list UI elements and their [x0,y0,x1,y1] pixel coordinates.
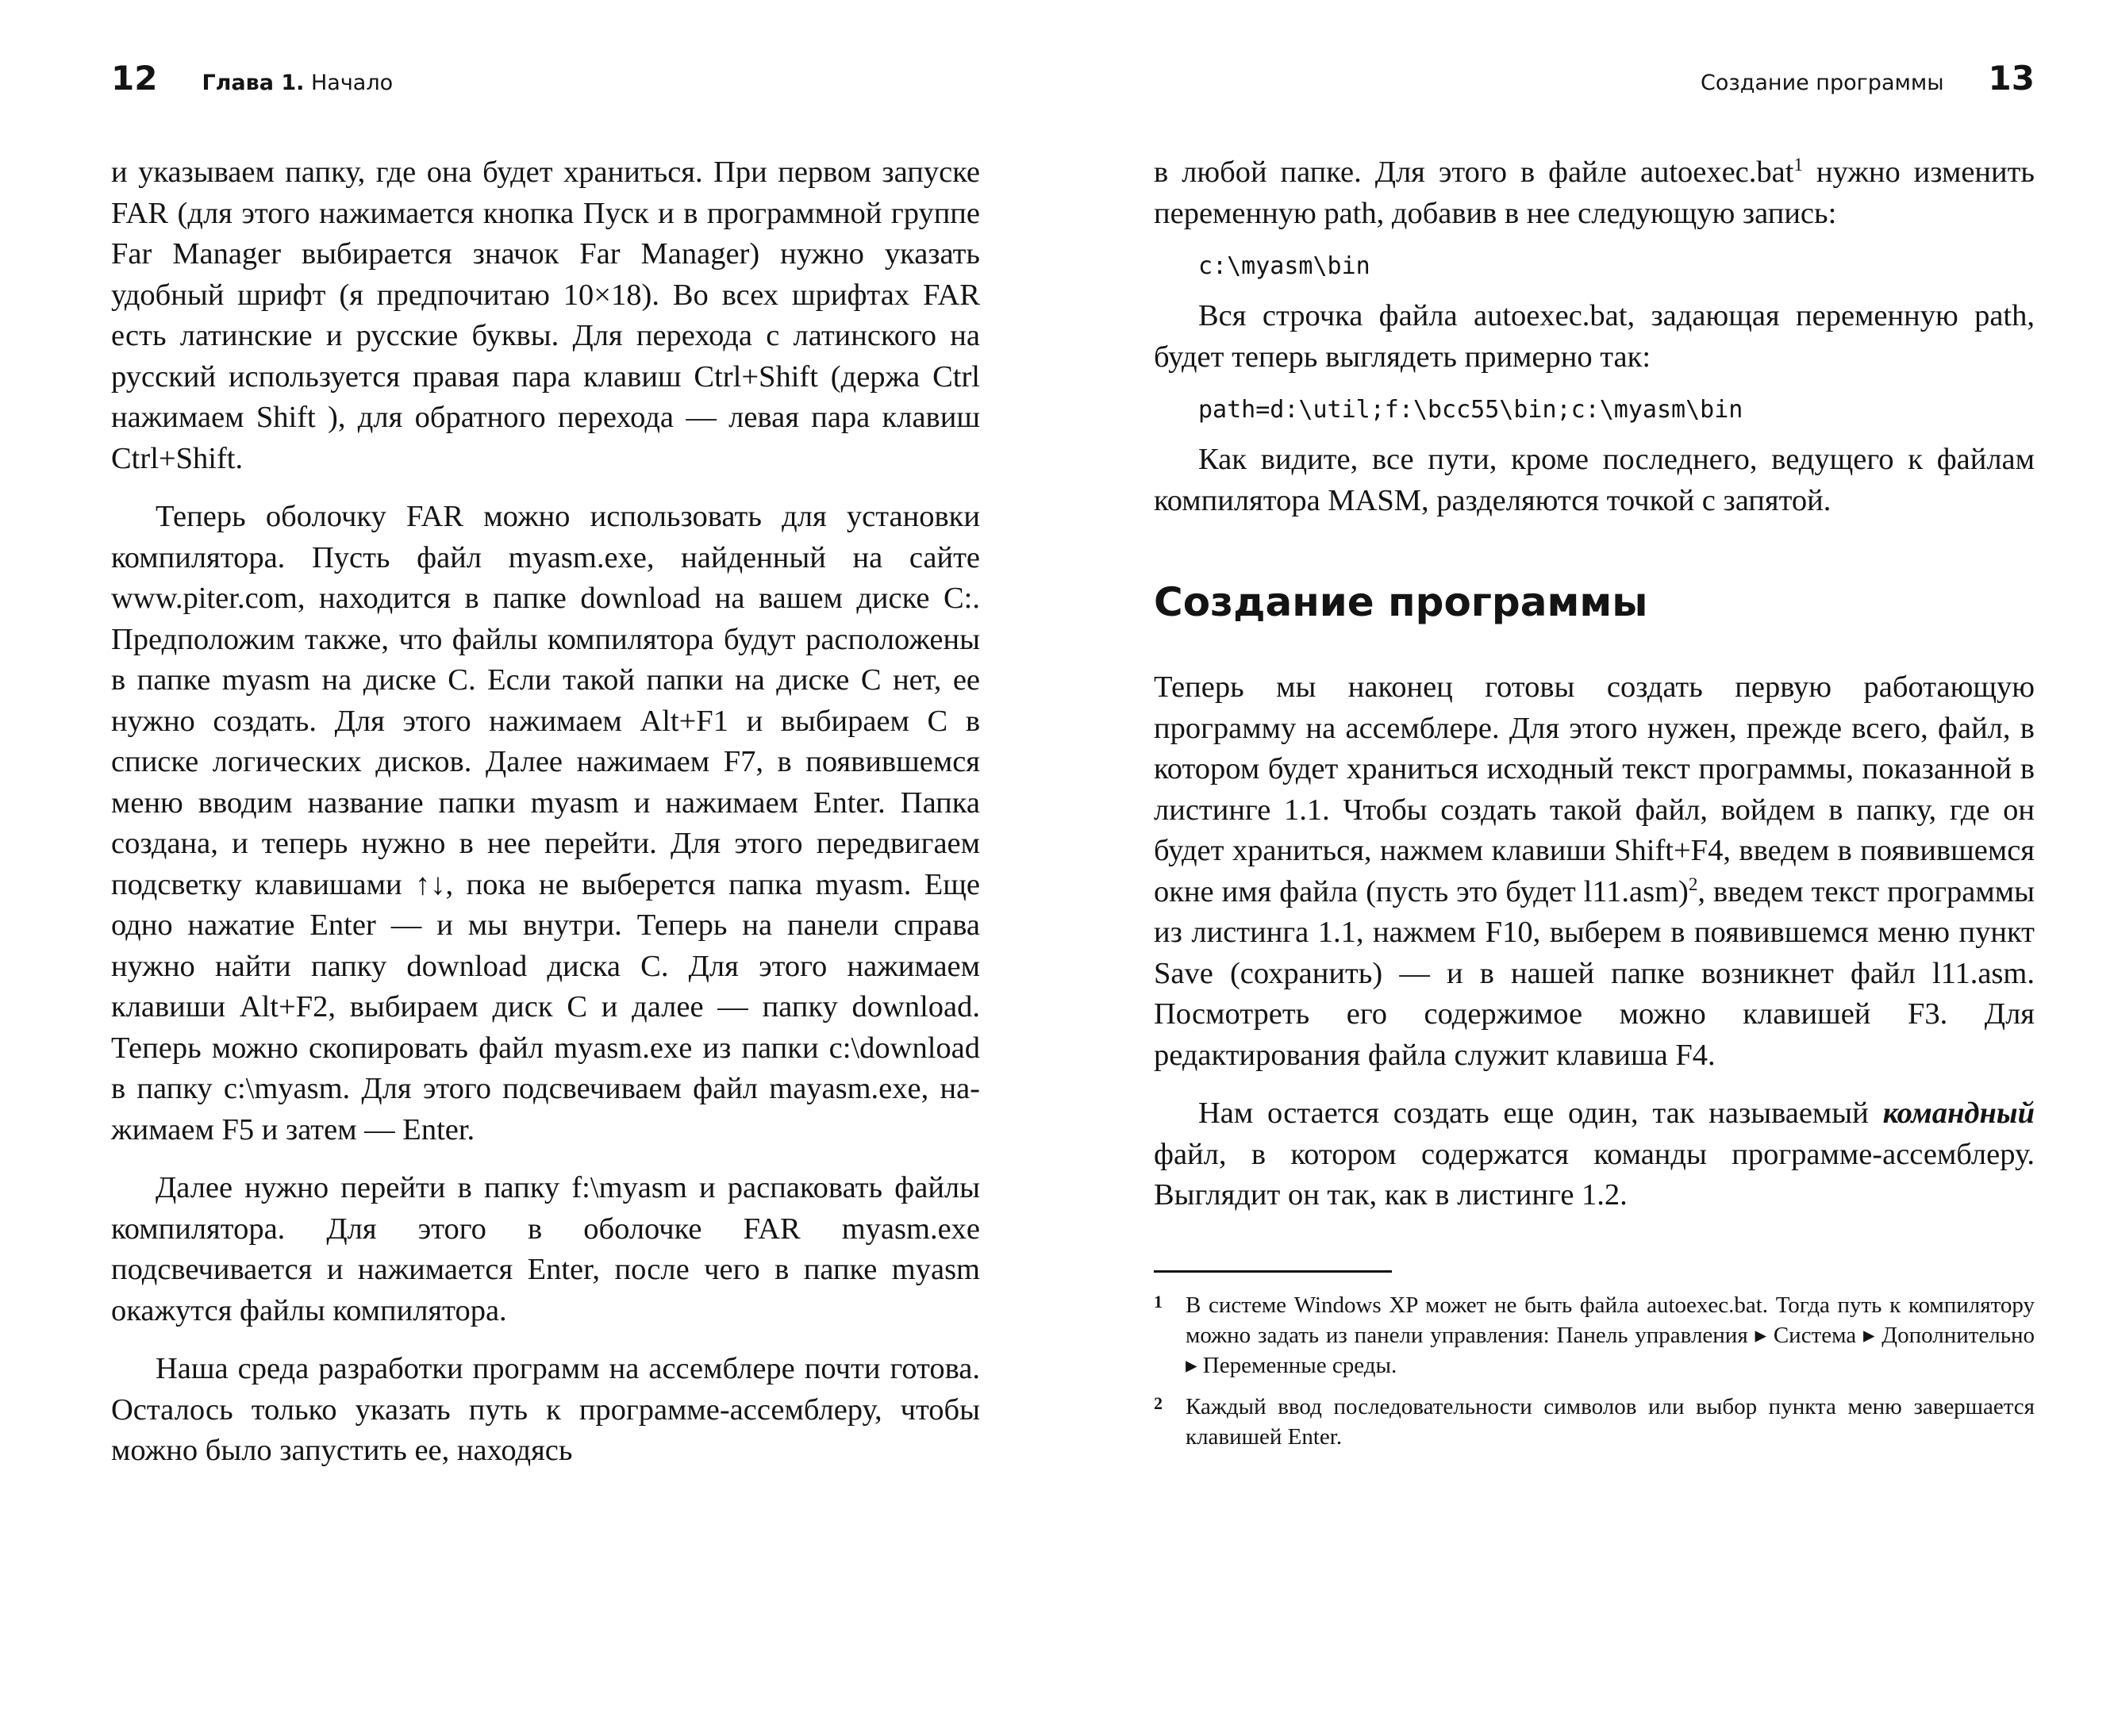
chapter-label: Глава 1. [202,71,305,95]
right-page-number: 13 [1988,59,2035,98]
footnote-mark: 2 [1154,1392,1163,1413]
left-running-head [111,59,393,98]
right-text-column [1154,152,2035,1463]
running-title: Создание программы [1700,71,1944,95]
paragraph: Теперь оболочку FAR можно использовать для установки компилятора. Пусть файл myasm.exe, найденный на сайте www.piter.com, находится в папке download на вашем диске C:. Предположим также, что файлы компилятора будут расположены в папке myasm на диске C. Если такой папки на диске C нет, ее нужно создать. Для этого нажимаем Alt+F1 и выбираем C в списке логических дисков. Далее нажимаем F7, в появившемся меню вводим название папки myasm и нажимаем Enter. Папка создана, и теперь нужно в нее перейти. Для этого передвигаем подсветку клавишами ↑↓, пока не выберется папка myasm. Еще одно нажатие Enter — и мы внутри. Теперь на панели справа нужно найти папку download диска C. Для этого нажимаем клавиши Alt+F2, выбираем диск C и далее — папку download. Теперь можно скопировать файл myasm.exe из папки c:\download в папку c:\myasm. Для этого подсвечиваем файл mayasm.exe, нажимаем F5 и затем — Enter. [111,500,980,1146]
paragraph-text: в любой папке. Для этого в файле autoexec.bat [1154,156,1794,189]
paragraph-text: нужно изменить переменную path, добавив в нее следующую запись: [1154,156,2035,230]
footnote [1154,1392,2035,1452]
footnote-mark: 1 [1154,1291,1163,1312]
footnote-ref: 1 [1793,154,1803,175]
paragraph: Как видите, все пути, кроме последнего, ведущего к файлам компилятора MASM, разделяются точкой с запятой. [1154,443,2035,517]
right-running-head [1701,59,2035,98]
paragraph-text: , введем текст программы из листинга 1.1, нажмем F10, выберем в появившемся меню пункт Save (сохранить) — и в нашей папке возникнет файл l11.asm. Посмотреть его содержимое можно клавишей F3. Для редактирования файла служит клавиша F4. [1154,874,2035,1072]
paragraph [1154,667,2035,1076]
left-page-number: 12 [111,59,158,98]
paragraph: Наша среда разработки программ на ассемблере почти готова. Осталось только указать путь к программе-ассемблеру, чтобы можно было запустить ее, находясь [111,1352,980,1467]
paragraph: Далее нужно перейти в папку f:\myasm и распаковать файлы компилятора. Для этого в оболочке FAR myasm.exe подсвечивается и нажимается Enter, после чего в папке myasm окажутся файлы компилятора. [111,1171,980,1327]
chapter-title: Начало [311,71,394,95]
chapter-heading [202,71,393,95]
emphasized-term: командный [1882,1097,2035,1130]
footnote-ref: 2 [1688,873,1698,894]
footnote-text: В системе Windows XP может не быть файла autoexec.bat. Тогда путь к компилятору можно задать из панели управления: Панель управления ▸ Система ▸ Дополнительно ▸ Переменные среды. [1186,1292,2035,1378]
left-text-column [111,152,980,1489]
paragraph-text: Теперь мы наконец готовы создать первую работающую программу на ассемблере. Для этого нужен, прежде всего, файл, в котором будет храниться исходный текст программы, показанной в листинге 1.1. Чтобы создать такой файл, войдем в папку, где он будет храниться, нажмем клавиши Shift+F4, введем в появившемся окне имя файла (пусть это будет l11.asm) [1154,670,2035,908]
paragraph: Вся строчка файла autoexec.bat, задающая переменную path, будет теперь выглядеть примерно так: [1154,299,2035,374]
footnote-text: Каждый ввод последовательности символов или выбор пункта меню завершается клавишей Enter. [1186,1393,2035,1450]
code-line: c:\myasm\bin [1198,252,1370,280]
right-page [1057,0,2114,1736]
paragraph [1154,1093,2035,1216]
footnote-divider [1154,1270,1392,1273]
paragraph [1154,152,2035,234]
code-line: path=d:\util;f:\bcc55\bin;c:\myasm\bin [1198,396,1743,424]
paragraph-text: файл, в котором содержатся команды программе-ассемблеру. Выглядит он так, как в листинге 1.2. [1154,1137,2035,1212]
section-heading: Создание программы [1154,579,1648,625]
paragraph: и указываем папку, где она будет храниться. При первом запуске FAR (для этого нажимается кнопка Пуск и в программной группе Far Manager выбирается значок Far Manager) нужно указать удобный шрифт (я предпочитаю 10×18). Во всех шрифтах FAR есть латинские и русские буквы. Для перехода с латинского на русский используется правая пара клавиш Ctrl+Shift (держа Ctrl нажимаем Shift ), для обратного перехода — левая пара клавиш Ctrl+Shift. [111,156,980,475]
footnote [1154,1290,2035,1381]
paragraph-text: Нам остается создать еще один, так называемый [1198,1097,1883,1130]
